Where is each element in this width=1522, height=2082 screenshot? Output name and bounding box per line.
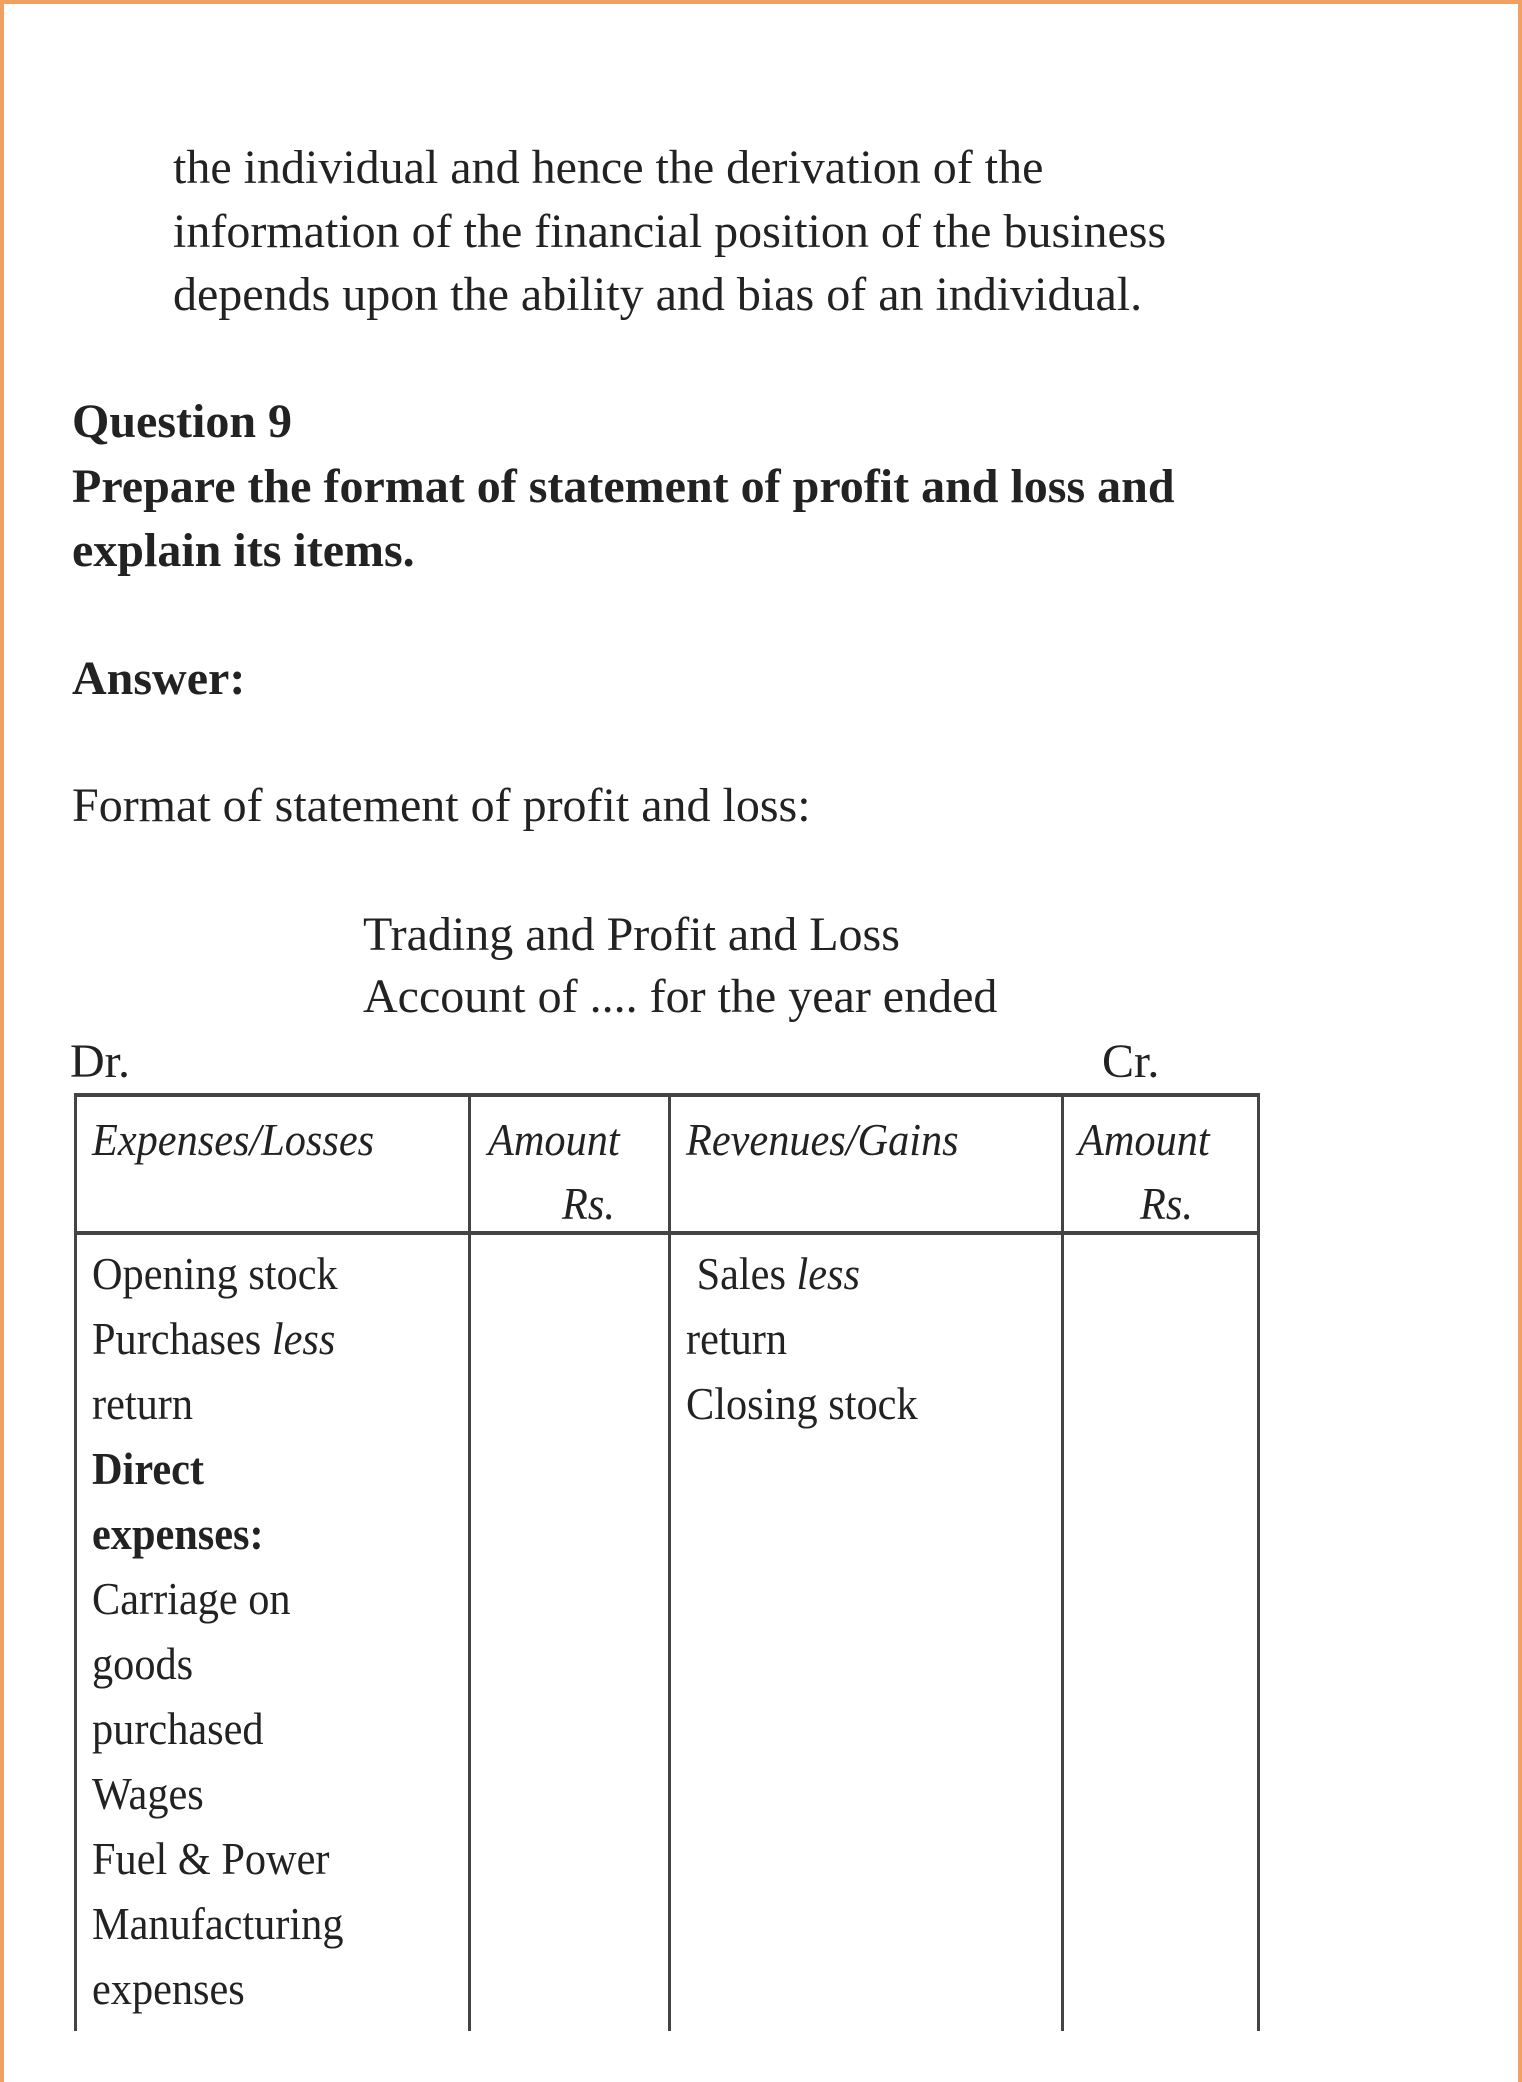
question-text: explain its items. [72, 524, 415, 577]
table-top-border [74, 1093, 1260, 1097]
dr-label: Dr. [70, 1035, 130, 1088]
question-label: Question 9 [72, 395, 293, 448]
intro-line: information of the financial position of the business [173, 205, 1167, 258]
header-amount: Amount [488, 1114, 620, 1165]
column-divider [1061, 1093, 1064, 2031]
account-title: Trading and Profit and Loss [363, 908, 900, 961]
format-intro: Format of statement of profit and loss: [72, 779, 811, 832]
intro-line: depends upon the ability and bias of an individual. [173, 268, 1143, 321]
column-divider [1257, 1093, 1260, 2031]
header-expenses: Expenses/Losses [92, 1114, 375, 1165]
header-divider [74, 1231, 1260, 1235]
header-amount: Amount [1078, 1114, 1210, 1165]
credit-items: Sales less return Closing stock [686, 1248, 918, 1429]
answer-label: Answer: [72, 652, 246, 705]
header-rs: Rs. [562, 1178, 615, 1229]
cr-label: Cr. [1102, 1035, 1160, 1088]
question-text: Prepare the format of statement of profit and loss and [72, 460, 1175, 513]
header-rs: Rs. [1140, 1178, 1193, 1229]
intro-line: the individual and hence the derivation of the [173, 141, 1044, 194]
column-divider [74, 1093, 77, 2031]
debit-items: Opening stock Purchases less return Direct expenses: Carriage on goods purchased Wages Fuel & Power Manufacturing expenses [92, 1248, 344, 2014]
column-divider [668, 1093, 671, 2031]
profit-loss-table [74, 1093, 1260, 2031]
column-divider [468, 1093, 471, 2031]
header-revenues: Revenues/Gains [686, 1114, 959, 1165]
account-title: Account of .... for the year ended [363, 970, 998, 1023]
